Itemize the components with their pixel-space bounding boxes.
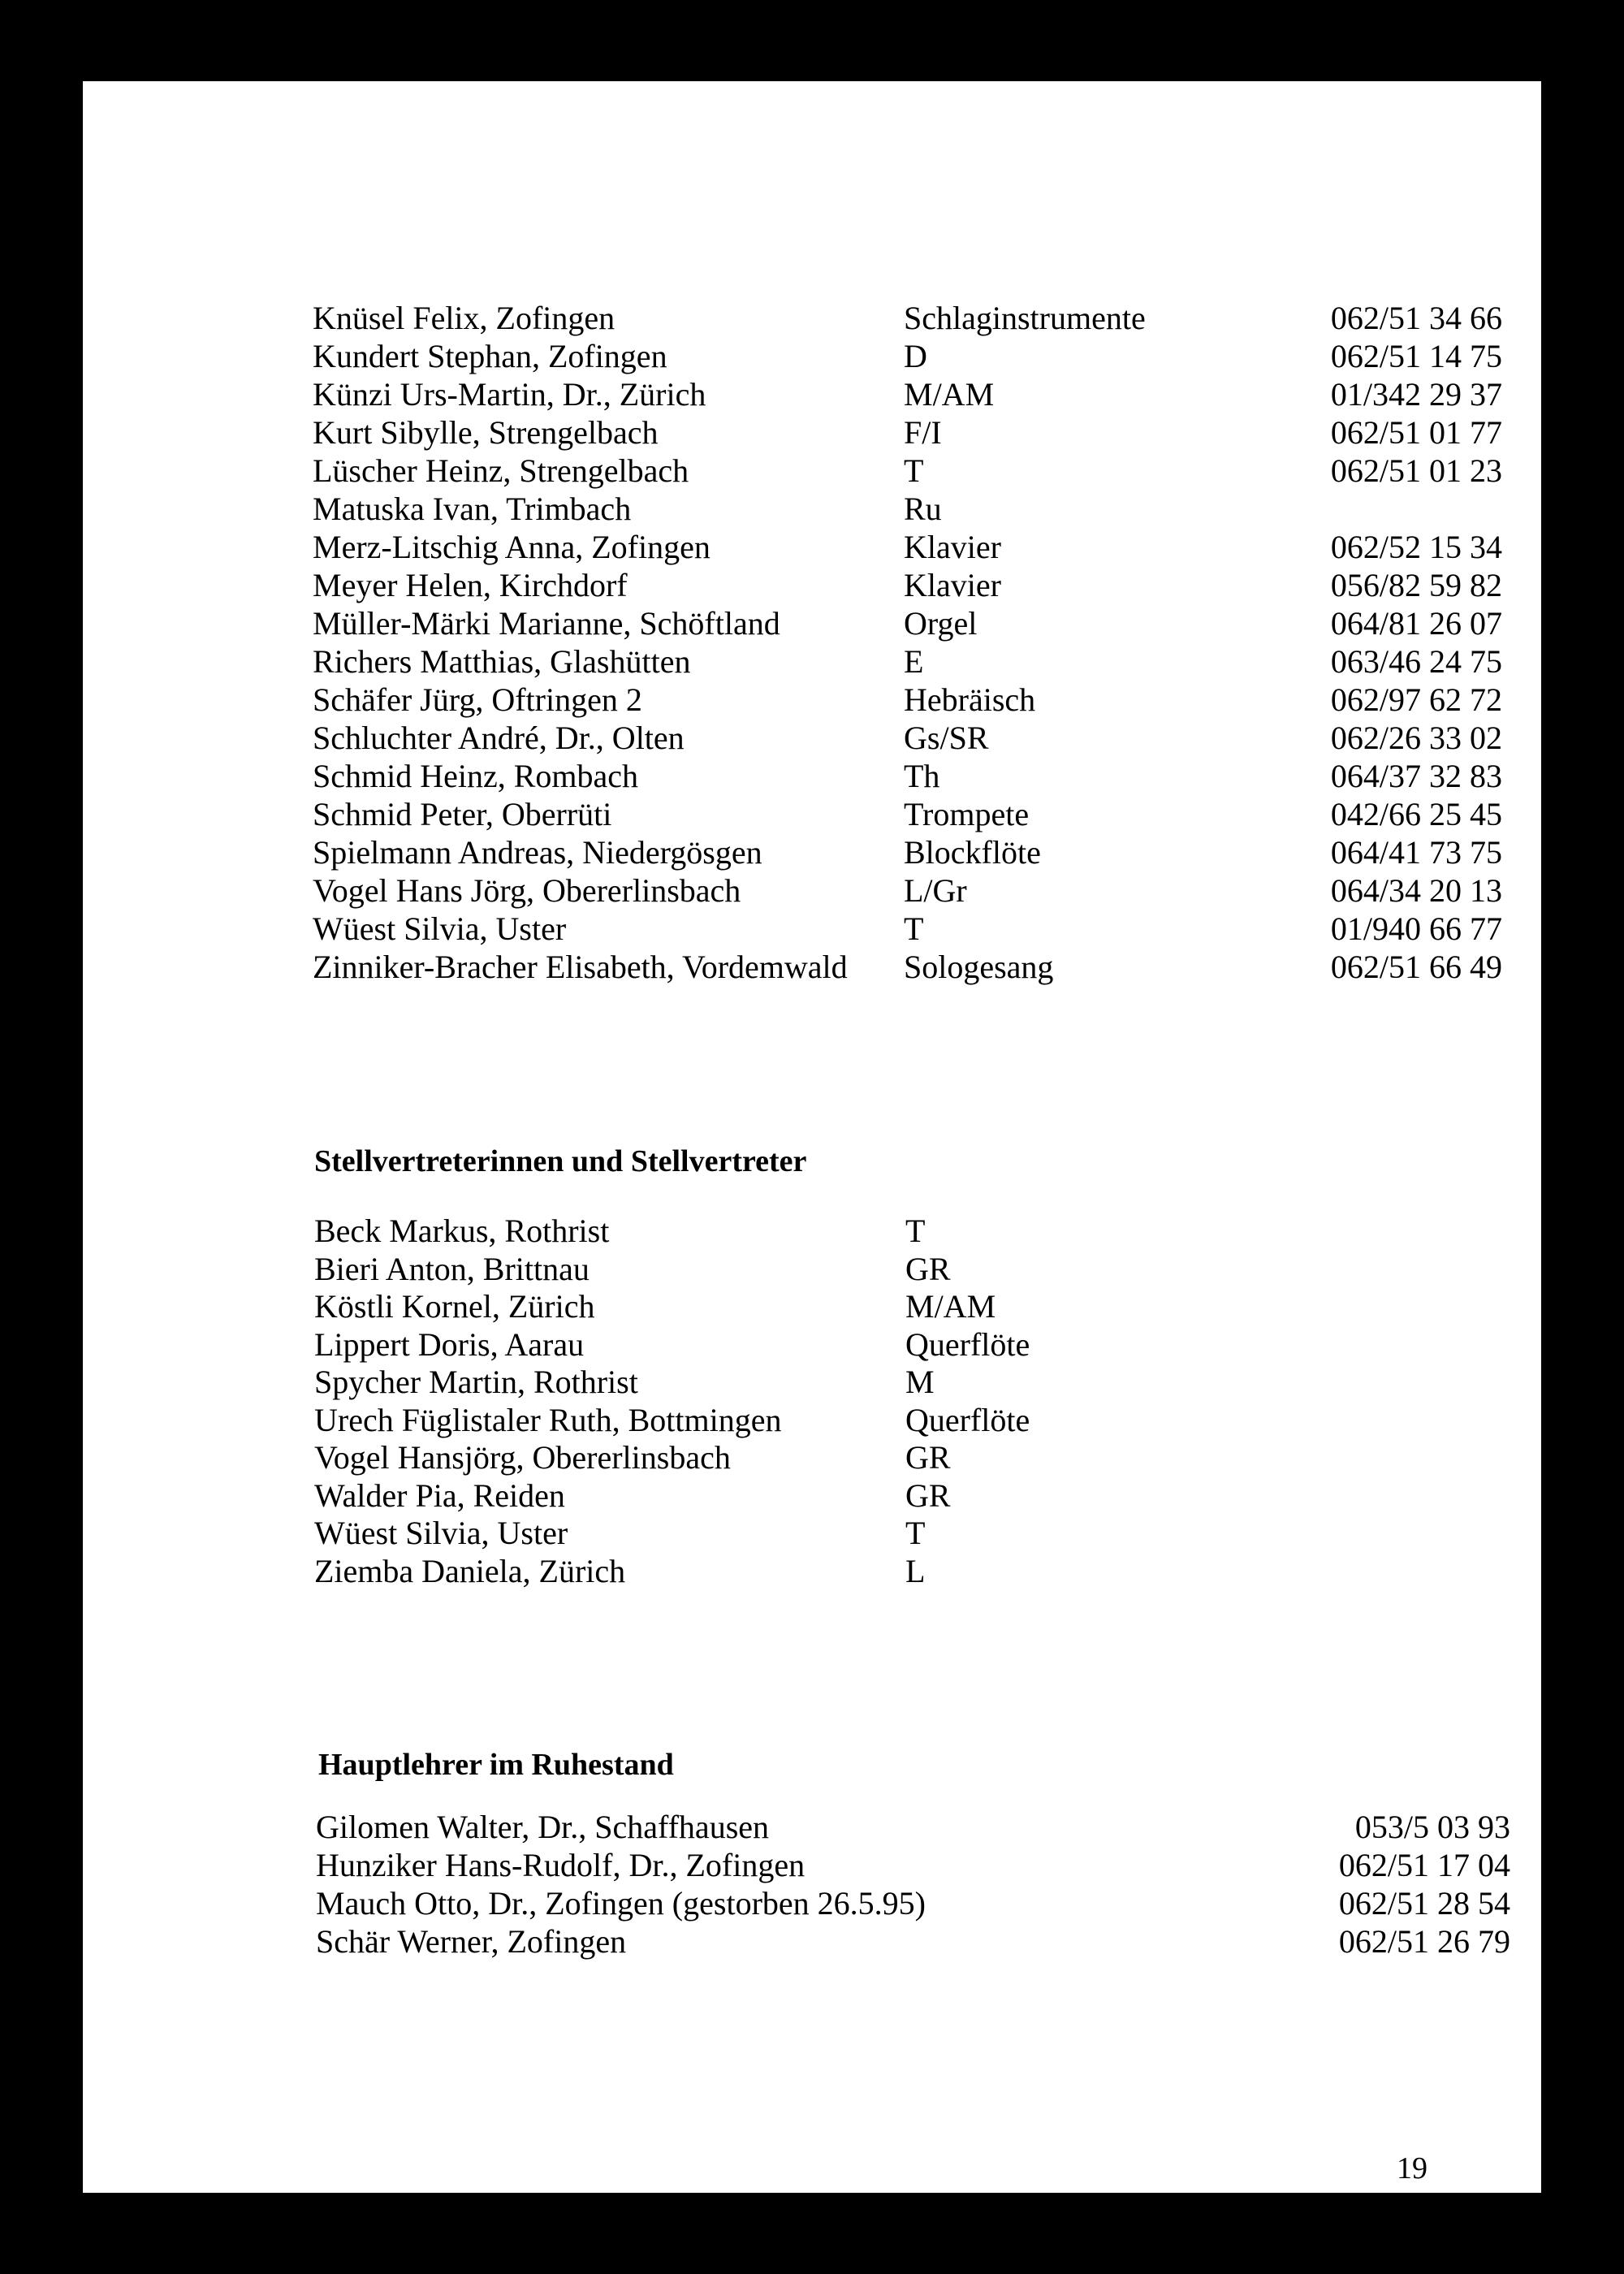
teacher-phone: 063/46 24 75 [1330, 643, 1502, 680]
deputy-subject: Querflöte [905, 1325, 1030, 1363]
retired-phone: 062/51 17 04 [1338, 1847, 1510, 1883]
deputy-name: Wüest Silvia, Uster [314, 1515, 568, 1551]
teacher-subject: Blockflöte [904, 834, 1041, 871]
teacher-name: Kundert Stephan, Zofingen [313, 338, 667, 374]
teacher-row [313, 337, 1502, 375]
teacher-name: Wüest Silvia, Uster [313, 910, 567, 947]
deputy-row [314, 1288, 1289, 1326]
teacher-name: Schmid Heinz, Rombach [313, 758, 639, 794]
teacher-subject: D [904, 338, 927, 374]
teacher-subject: Hebräisch [904, 681, 1036, 718]
teacher-row [313, 299, 1502, 337]
deputy-row [314, 1326, 1289, 1364]
retired-name: Schär Werner, Zofingen [316, 1923, 627, 1960]
retired-name: Hunziker Hans-Rudolf, Dr., Zofingen [316, 1847, 806, 1883]
retired-row [316, 1922, 1510, 1961]
retired-name: Gilomen Walter, Dr., Schaffhausen [316, 1809, 770, 1845]
teacher-phone: 062/51 01 77 [1330, 414, 1502, 451]
deputy-row [314, 1553, 1289, 1591]
teacher-name: Zinniker-Bracher Elisabeth, Vordemwald [313, 949, 848, 985]
teacher-phone: 064/81 26 07 [1330, 605, 1502, 642]
deputy-name: Beck Markus, Rothrist [314, 1213, 610, 1249]
deputy-subject: M [905, 1364, 935, 1400]
teacher-phone: 042/66 25 45 [1330, 796, 1502, 832]
deputy-row [314, 1251, 1289, 1289]
deputy-subject: GR [905, 1439, 951, 1476]
deputy-name: Bieri Anton, Brittnau [314, 1250, 590, 1287]
teacher-name: Künzi Urs-Martin, Dr., Zürich [313, 376, 706, 413]
teacher-row [313, 871, 1502, 910]
teacher-phone: 062/52 15 34 [1330, 529, 1502, 565]
deputy-row [314, 1439, 1289, 1477]
deputy-row [314, 1477, 1289, 1515]
retired-name: Mauch Otto, Dr., Zofingen (gestorben 26.5.95) [316, 1885, 926, 1922]
teacher-row [313, 833, 1502, 871]
retired-row [316, 1884, 1510, 1922]
teacher-subject: F/I [904, 414, 942, 451]
teacher-subject: Sologesang [904, 949, 1054, 985]
teacher-name: Matuska Ivan, Trimbach [313, 491, 632, 527]
teacher-subject: T [904, 910, 924, 947]
teacher-phone: 062/51 01 23 [1330, 452, 1502, 489]
teacher-row [313, 642, 1502, 681]
teacher-row [313, 910, 1502, 948]
teacher-row [313, 375, 1502, 413]
teacher-phone: 056/82 59 82 [1330, 567, 1502, 603]
teacher-row [313, 452, 1502, 490]
teacher-subject: E [904, 643, 924, 680]
deputy-row [314, 1515, 1289, 1553]
teacher-subject: Trompete [904, 796, 1030, 832]
teacher-list [313, 299, 1502, 986]
teacher-name: Lüscher Heinz, Strengelbach [313, 452, 689, 489]
deputy-name: Walder Pia, Reiden [314, 1476, 565, 1514]
teacher-row [313, 681, 1502, 719]
teacher-subject: Klavier [904, 529, 1001, 565]
teacher-phone: 062/51 14 75 [1330, 338, 1502, 374]
teacher-subject: L/Gr [904, 872, 967, 909]
teacher-row [313, 719, 1502, 757]
deputy-subject: T [905, 1213, 926, 1249]
teacher-subject: Ru [904, 491, 942, 527]
deputy-name: Spycher Martin, Rothrist [314, 1364, 638, 1400]
retired-heading: Hauptlehrer im Ruhestand [318, 1748, 674, 1782]
teacher-name: Meyer Helen, Kirchdorf [313, 567, 628, 603]
teacher-row [313, 948, 1502, 986]
deputy-subject: GR [905, 1476, 951, 1514]
teacher-name: Schluchter André, Dr., Olten [313, 720, 685, 756]
retired-phone: 053/5 03 93 [1354, 1809, 1510, 1845]
teacher-name: Müller-Märki Marianne, Schöftland [313, 605, 780, 642]
deputy-subject: T [905, 1515, 926, 1551]
teacher-phone: 01/940 66 77 [1330, 910, 1502, 947]
teacher-name: Spielmann Andreas, Niedergösgen [313, 834, 762, 871]
retired-phone: 062/51 28 54 [1338, 1885, 1510, 1922]
document-page [83, 81, 1541, 2193]
deputy-list [314, 1213, 1289, 1590]
teacher-name: Schmid Peter, Oberrüti [313, 796, 612, 832]
deputy-name: Lippert Doris, Aarau [314, 1325, 585, 1363]
teacher-name: Merz-Litschig Anna, Zofingen [313, 529, 710, 565]
teacher-phone: 062/51 66 49 [1330, 949, 1502, 985]
teacher-row [313, 413, 1502, 452]
teacher-name: Knüsel Felix, Zofingen [313, 300, 615, 336]
teacher-row [313, 604, 1502, 642]
deputy-subject: GR [905, 1250, 951, 1287]
deputy-name: Vogel Hansjörg, Obererlinsbach [314, 1439, 731, 1476]
teacher-subject: Schlaginstrumente [904, 300, 1146, 336]
teacher-subject: Orgel [904, 605, 978, 642]
teacher-subject: Th [904, 758, 940, 794]
teacher-name: Richers Matthias, Glashütten [313, 643, 691, 680]
teacher-phone: 062/97 62 72 [1330, 681, 1502, 718]
teacher-subject: Gs/SR [904, 720, 989, 756]
teacher-phone: 064/37 32 83 [1330, 758, 1502, 794]
teacher-subject: T [904, 452, 924, 489]
deputy-name: Urech Füglistaler Ruth, Bottmingen [314, 1401, 782, 1438]
teacher-phone: 01/342 29 37 [1330, 376, 1502, 413]
teacher-row [313, 757, 1502, 795]
teacher-name: Vogel Hans Jörg, Obererlinsbach [313, 872, 741, 909]
retired-phone: 062/51 26 79 [1338, 1923, 1510, 1960]
retired-list [316, 1808, 1510, 1961]
deputy-subject: Querflöte [905, 1401, 1030, 1438]
teacher-row [313, 528, 1502, 566]
page-number: 19 [1397, 2151, 1427, 2185]
teacher-row [313, 566, 1502, 604]
teacher-row [313, 795, 1502, 833]
teacher-phone: 064/41 73 75 [1330, 834, 1502, 871]
deputy-subject: L [905, 1552, 926, 1589]
retired-row [316, 1846, 1510, 1884]
deputy-row [314, 1213, 1289, 1251]
deputy-name: Köstli Kornel, Zürich [314, 1288, 595, 1325]
teacher-subject: Klavier [904, 567, 1001, 603]
teacher-row [313, 490, 1502, 528]
deputy-subject: M/AM [905, 1288, 996, 1325]
deputy-name: Ziemba Daniela, Zürich [314, 1552, 626, 1589]
retired-row [316, 1808, 1510, 1846]
teacher-subject: M/AM [904, 376, 995, 413]
deputy-row [314, 1402, 1289, 1440]
teacher-phone: 062/26 33 02 [1330, 720, 1502, 756]
teacher-name: Kurt Sibylle, Strengelbach [313, 414, 659, 451]
deputies-heading: Stellvertreterinnen und Stellvertreter [314, 1144, 807, 1178]
deputy-row [314, 1364, 1289, 1402]
teacher-phone: 064/34 20 13 [1330, 872, 1502, 909]
teacher-phone: 062/51 34 66 [1330, 300, 1502, 336]
teacher-name: Schäfer Jürg, Oftringen 2 [313, 681, 642, 718]
